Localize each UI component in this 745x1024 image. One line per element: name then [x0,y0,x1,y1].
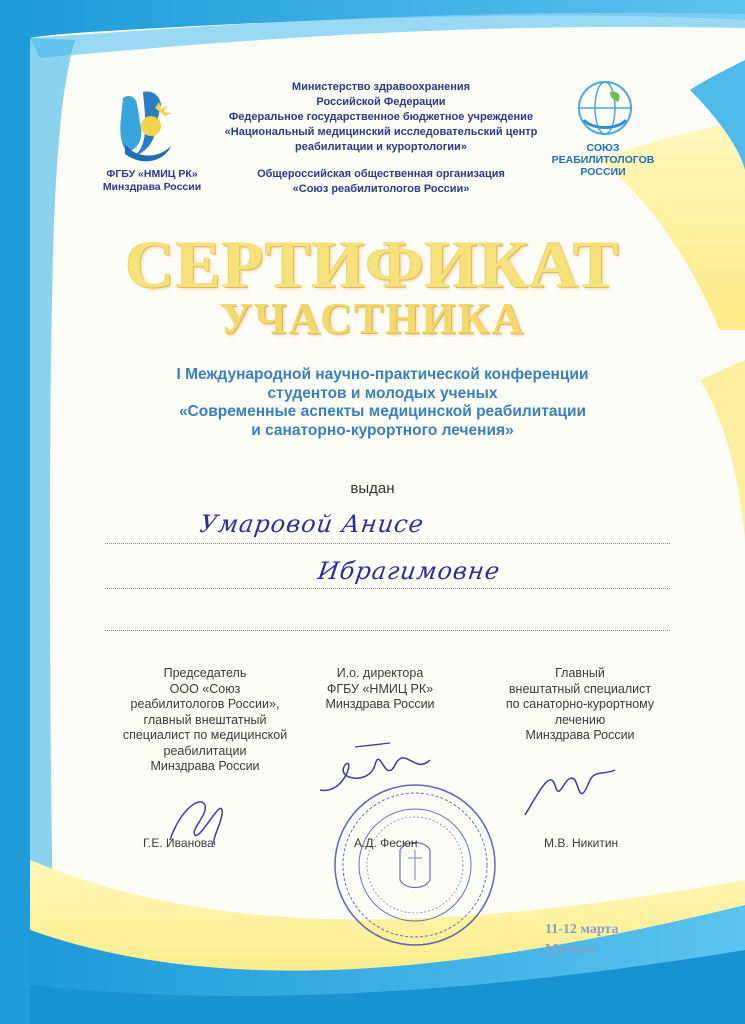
signatory-title-line: реабилитологов России», [130,697,280,711]
conference-line: и санаторно-курортного лечения» [251,421,514,439]
left-org-line2: Минздрава России [102,181,202,193]
signatory-center-name: А.Д. Фесюн [354,836,418,850]
signatory-title-line: Минздрава России [325,697,435,711]
recipient-dotted-line [105,630,670,631]
signatory-title-line: лечению [554,712,606,727]
signatory-title-line: Главный [555,666,605,680]
header-line: Российской Федерации [316,96,446,108]
recipient-dotted-line [105,543,670,544]
signatory-right-title [490,666,670,744]
signatory-title-line: ФГБУ «НМИЦ РК» [326,681,434,696]
signatory-title-line: главный внештатный [143,712,267,727]
signatory-title-line: специалист по медицинской [122,728,288,742]
recipient-dotted-line [105,588,670,589]
conference-line: студентов и молодых ученых [267,384,498,402]
certificate-subtitle: УЧАСТНИКА [219,294,526,343]
right-org-line3: РОССИИ [580,166,626,178]
header-line: «Союз реабилитологов России» [292,183,470,195]
issued-label: выдан [350,480,395,497]
event-dates [545,920,618,960]
right-org-line1: СОЮЗ [586,142,620,154]
rehab-union-logo [572,80,638,140]
conference-name [110,366,655,440]
signatory-title-line: внештатный специалист [508,681,652,696]
recipient-name-line2: Ибрагимовне [316,557,503,585]
signatory-title-line: реабилитации [163,743,247,758]
left-org-line1: ФГБУ «НМИЦ РК» [106,168,198,180]
header-line: Министерство здравоохранения [291,81,471,93]
conference-line: I Международной научно-практической конференции [176,366,589,383]
signatory-title-line: Минздрава России [150,759,260,773]
signatory-left-title [105,666,305,775]
signatory-title-line: ООО «Союз [169,681,241,696]
certificate-title: СЕРТИФИКАТ [125,226,620,302]
signatory-title-line: Минздрава России [525,728,635,742]
header-line: Федеральное государственное бюджетное учреждение [228,111,534,123]
conference-line: «Современные аспекты медицинской реабилитации [178,403,587,420]
right-org-name [548,142,658,178]
event-city: Москва [545,942,594,957]
signatory-left-name: Г.Е. Иванова [143,836,214,850]
signatory-title-line: Председатель [163,666,247,680]
right-org-line2: РЕАБИЛИТОЛОГОВ [551,154,655,166]
signatory-title-line: по санаторно-курортному [505,697,655,711]
signatory-center-title [300,666,460,713]
signature-right [520,760,620,820]
event-date: 11-12 марта [545,922,619,937]
header-line: «Национальный медицинский исследовательский центр [224,126,538,138]
signatory-title-line: И.о. директора [336,666,424,680]
header-line: реабилитации и курортологии» [295,141,467,153]
nmic-rk-logo [115,88,177,166]
recipient-name-line1: Умаровой Анисе [198,510,426,538]
official-stamp [330,780,500,950]
header-line: Общероссийская общественная организация [257,168,505,180]
signatory-right-name: М.В. Никитин [544,836,619,850]
left-org-name [92,168,212,194]
header-organizations [216,80,546,197]
